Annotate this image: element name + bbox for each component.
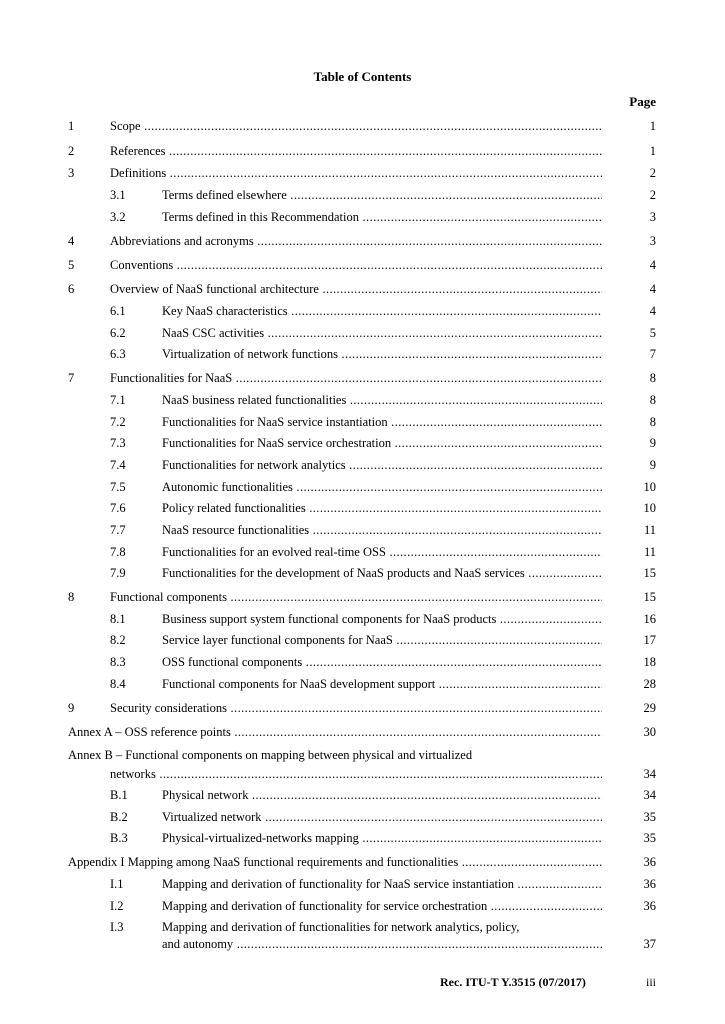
toc-page: 4	[649, 258, 656, 272]
recommendation-footer: Rec. ITU-T Y.3515 (07/2017)	[440, 975, 586, 989]
toc-text: Mapping and derivation of functionality for service orchestration .....	[162, 899, 602, 914]
toc-entry[interactable]	[0, 119, 725, 139]
toc-text: Functional components .....	[110, 590, 602, 605]
toc-text: networks .....	[110, 767, 602, 782]
toc-text: References .....	[110, 144, 602, 159]
toc-page: 10	[643, 501, 656, 515]
toc-text: Key NaaS characteristics .....	[162, 304, 602, 319]
toc-number: B.3	[110, 831, 128, 845]
toc-entry[interactable]	[0, 234, 725, 254]
toc-entry[interactable]	[0, 436, 725, 456]
toc-entry[interactable]	[0, 655, 725, 675]
toc-text: Policy related functionalities .....	[162, 501, 602, 516]
toc-entry[interactable]	[0, 545, 725, 565]
toc-entry[interactable]	[0, 458, 725, 478]
toc-entry[interactable]	[0, 480, 725, 500]
toc-page: 7	[649, 347, 656, 361]
toc-title: Table of Contents	[313, 69, 412, 84]
toc-entry[interactable]	[0, 677, 725, 697]
toc-entry[interactable]	[0, 590, 725, 610]
toc-entry[interactable]	[0, 371, 725, 391]
toc-text: Abbreviations and acronyms .....	[110, 234, 602, 249]
toc-text: Overview of NaaS functional architecture .....	[110, 282, 602, 297]
toc-text: Terms defined elsewhere .....	[162, 188, 602, 203]
toc-number: 7.6	[110, 501, 126, 515]
toc-entry[interactable]	[0, 144, 725, 164]
toc-entry[interactable]	[0, 166, 725, 186]
toc-text: OSS functional components .....	[162, 655, 602, 670]
toc-entry[interactable]	[0, 788, 725, 808]
toc-entry[interactable]	[0, 304, 725, 324]
toc-number: 6.2	[110, 326, 126, 340]
toc-number: 3.1	[110, 188, 126, 202]
toc-number: 6.1	[110, 304, 126, 318]
toc-number: 8	[68, 590, 75, 604]
toc-page: 10	[643, 480, 656, 494]
toc-entry[interactable]	[0, 523, 725, 543]
toc-number: B.2	[110, 810, 128, 824]
toc-number: 7.7	[110, 523, 126, 537]
toc-entry[interactable]	[0, 899, 725, 919]
toc-page: 2	[649, 188, 656, 202]
toc-page: 29	[643, 701, 656, 715]
toc-page: 11	[643, 545, 656, 559]
toc-entry[interactable]	[0, 415, 725, 435]
toc-text: Mapping and derivation of functionality for NaaS service instantiation .....	[162, 877, 602, 892]
toc-number: 6.3	[110, 347, 126, 361]
toc-page: 4	[649, 282, 656, 296]
toc-entry-annex-b[interactable]	[0, 748, 725, 768]
toc-page: 36	[643, 855, 656, 869]
toc-page: 34	[643, 767, 656, 781]
toc-entry-cont[interactable]	[0, 937, 725, 957]
toc-page: 28	[643, 677, 656, 691]
toc-number: 7.1	[110, 393, 126, 407]
toc-number: 7.5	[110, 480, 126, 494]
toc-number: 7.2	[110, 415, 126, 429]
toc-entry-annex-a[interactable]	[0, 725, 725, 745]
toc-page: 11	[643, 523, 656, 537]
toc-text: NaaS business related functionalities .....	[162, 393, 602, 408]
toc-number: 7.4	[110, 458, 126, 472]
toc-page: 1	[649, 119, 656, 133]
toc-entry[interactable]	[0, 566, 725, 586]
toc-text: Security considerations .....	[110, 701, 602, 716]
toc-number: 8.1	[110, 612, 126, 626]
toc-page: 30	[643, 725, 656, 739]
toc-page: 8	[649, 371, 656, 385]
toc-entry-appendix-i[interactable]	[0, 855, 725, 875]
toc-text: Definitions .....	[110, 166, 602, 181]
toc-page: 36	[643, 877, 656, 891]
toc-number: I.2	[110, 899, 124, 913]
toc-text: NaaS resource functionalities .....	[162, 523, 602, 538]
toc-page: 17	[643, 633, 656, 647]
toc-entry[interactable]	[0, 210, 725, 230]
toc-text: Virtualization of network functions .....	[162, 347, 602, 362]
toc-text: Appendix I Mapping among NaaS functional requirements and functionalities .....	[68, 855, 602, 870]
toc-page: 9	[649, 436, 656, 450]
toc-number: 3.2	[110, 210, 126, 224]
toc-text: Conventions .....	[110, 258, 602, 273]
toc-text: and autonomy .....	[162, 937, 602, 952]
toc-number: 9	[68, 701, 75, 715]
toc-page: 3	[649, 210, 656, 224]
toc-page: 18	[643, 655, 656, 669]
toc-page: 15	[643, 590, 656, 604]
toc-number: 7.8	[110, 545, 126, 559]
toc-entry[interactable]	[0, 810, 725, 830]
toc-text: Functionalities for network analytics .....	[162, 458, 602, 473]
toc-page: 1	[649, 144, 656, 158]
toc-number: 8.2	[110, 633, 126, 647]
toc-entry[interactable]	[0, 347, 725, 367]
toc-number: 7.3	[110, 436, 126, 450]
toc-entry[interactable]	[0, 501, 725, 521]
toc-entry[interactable]	[0, 188, 725, 208]
page-number: iii	[645, 975, 656, 989]
toc-text: Functionalities for an evolved real-time OSS .....	[162, 545, 602, 560]
toc-text: Service layer functional components for NaaS .....	[162, 633, 602, 648]
toc-text: Physical-virtualized-networks mapping .....	[162, 831, 602, 846]
toc-number: 8.3	[110, 655, 126, 669]
toc-page: 37	[643, 937, 656, 951]
toc-number: 5	[68, 258, 75, 272]
toc-page: 3	[649, 234, 656, 248]
toc-text: NaaS CSC activities .....	[162, 326, 602, 341]
toc-page: 5	[649, 326, 656, 340]
toc-number: I.1	[110, 877, 124, 891]
toc-entry[interactable]	[0, 326, 725, 346]
toc-text: Functionalities for NaaS service orchestration .....	[162, 436, 602, 451]
toc-entry-annex-b-cont[interactable]	[0, 767, 725, 787]
toc-page: 9	[649, 458, 656, 472]
toc-page: 15	[643, 566, 656, 580]
toc-text: Functionalities for NaaS service instantiation .....	[162, 415, 602, 430]
toc-entry[interactable]	[0, 258, 725, 278]
toc-text: Physical network .....	[162, 788, 602, 803]
toc-text: Scope .....	[110, 119, 602, 134]
toc-entry[interactable]	[0, 633, 725, 653]
toc-page: 35	[643, 831, 656, 845]
toc-page: 35	[643, 810, 656, 824]
toc-page: 36	[643, 899, 656, 913]
toc-number: 1	[68, 119, 75, 133]
toc-page: 16	[643, 612, 656, 626]
toc-text: Annex A – OSS reference points .....	[68, 725, 602, 740]
toc-entry[interactable]	[0, 282, 725, 302]
toc-entry[interactable]	[0, 612, 725, 632]
toc-text: Autonomic functionalities .....	[162, 480, 602, 495]
toc-number: 2	[68, 144, 75, 158]
toc-entry[interactable]	[0, 701, 725, 721]
toc-text-line1: Annex B – Functional components on mapping between physical and virtualized	[68, 748, 473, 762]
toc-text: Terms defined in this Recommendation .....	[162, 210, 602, 225]
toc-text-line1: Mapping and derivation of functionalities for network analytics, policy,	[162, 920, 520, 934]
toc-entry[interactable]	[0, 393, 725, 413]
toc-text: Virtualized network .....	[162, 810, 602, 825]
toc-page: 8	[649, 415, 656, 429]
toc-number: 7	[68, 371, 75, 385]
toc-text: Functionalities for the development of NaaS products and NaaS services .....	[162, 566, 602, 581]
toc-number: 4	[68, 234, 75, 248]
toc-page: 34	[643, 788, 656, 802]
page-column-header: Page	[629, 94, 656, 109]
toc-page: 4	[649, 304, 656, 318]
toc-text: Functional components for NaaS development support .....	[162, 677, 602, 692]
toc-entry[interactable]	[0, 877, 725, 897]
toc-number: 7.9	[110, 566, 126, 580]
toc-text: Functionalities for NaaS .....	[110, 371, 602, 386]
toc-text: Business support system functional components for NaaS products .....	[162, 612, 602, 627]
toc-page: 8	[649, 393, 656, 407]
toc-number: 6	[68, 282, 75, 296]
toc-number: 8.4	[110, 677, 126, 691]
toc-number: B.1	[110, 788, 128, 802]
toc-entry[interactable]	[0, 831, 725, 851]
toc-number: 3	[68, 166, 75, 180]
toc-page: 2	[649, 166, 656, 180]
toc-number: I.3	[110, 920, 124, 934]
